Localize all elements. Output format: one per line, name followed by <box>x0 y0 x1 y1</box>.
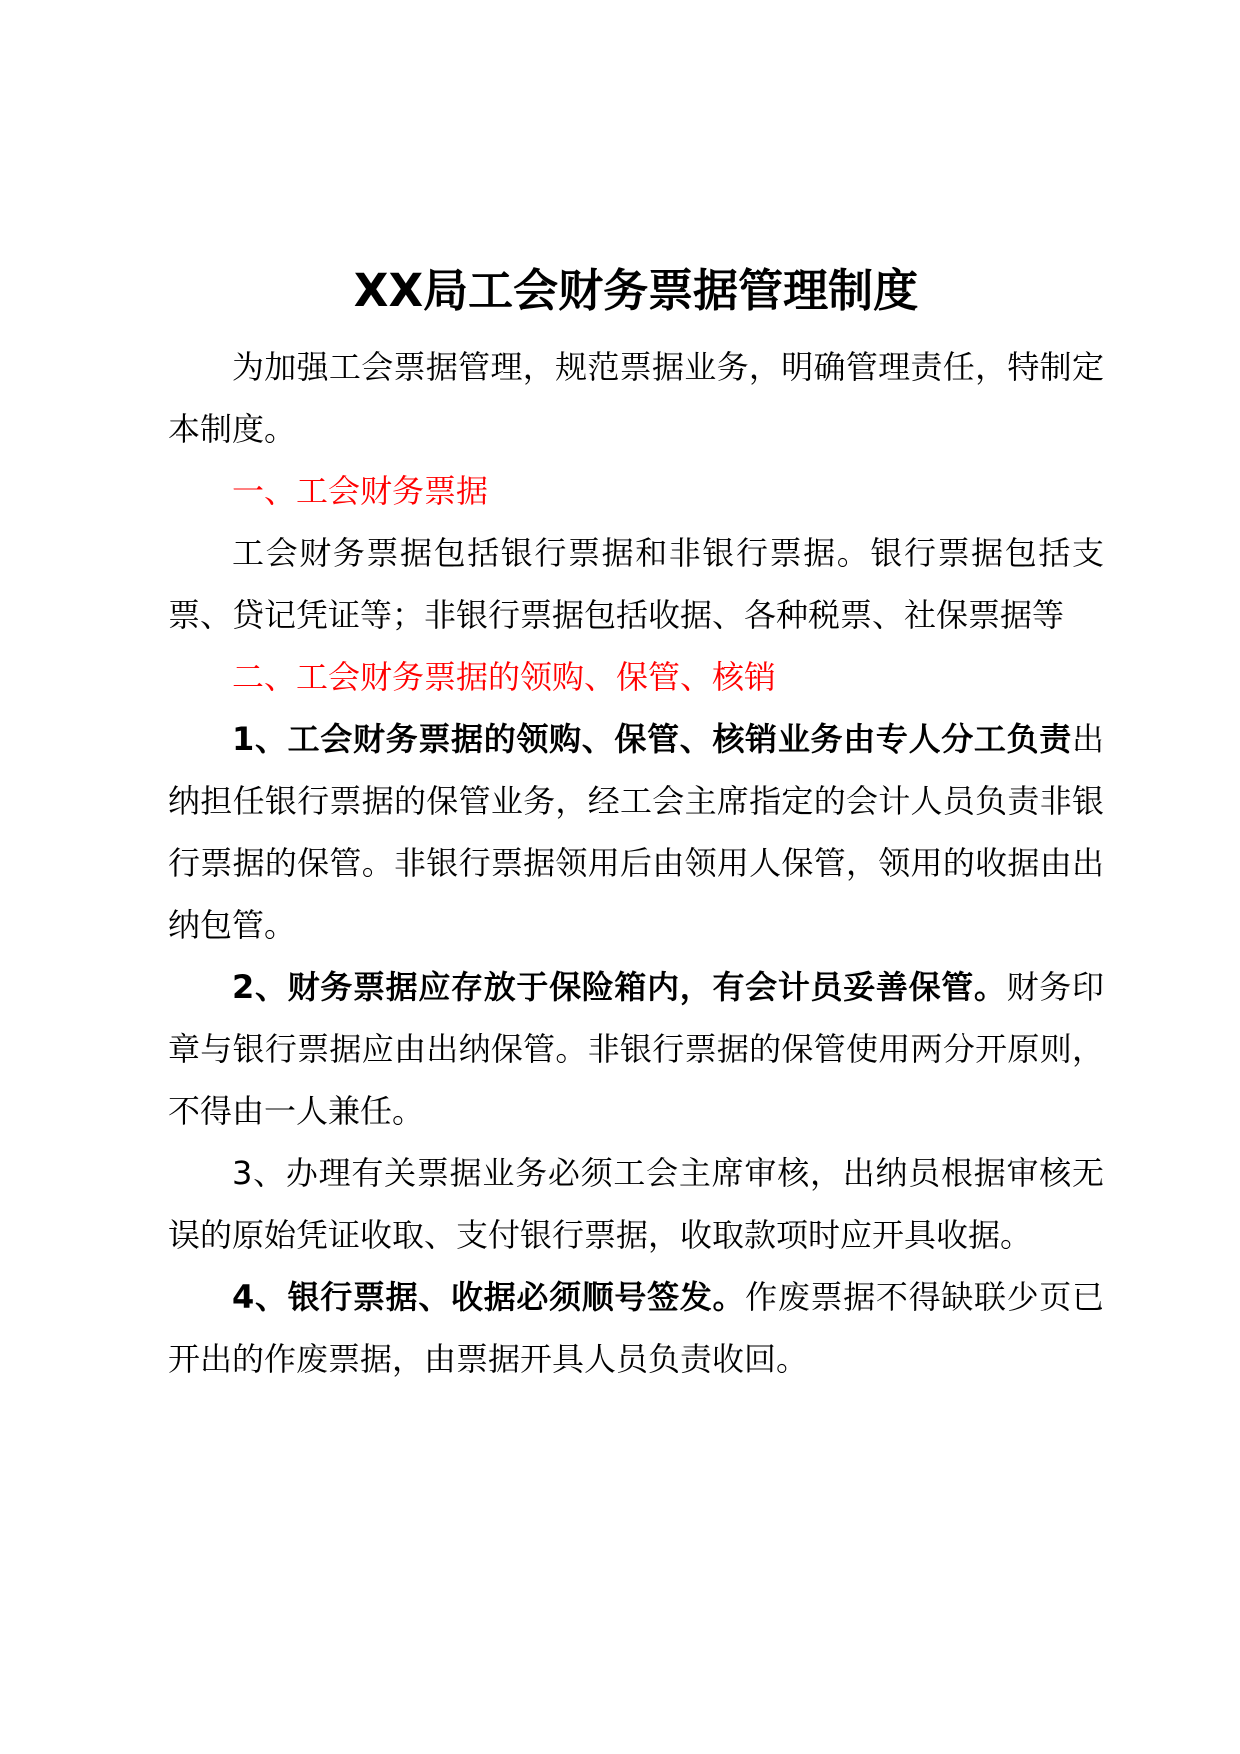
rule-item-3 <box>168 1142 1104 1266</box>
rule-item-1-lead: 1、工会财务票据的领购、保管、核销业务由专人分工负责 <box>232 720 1072 758</box>
rule-item-4-lead: 4、银行票据、收据必须顺号签发。 <box>232 1278 746 1316</box>
section-1-body: 工会财务票据包括银行票据和非银行票据。银行票据包括支票、贷记凭证等；非银行票据包括收据、各种税票、社保票据等 <box>168 534 1104 634</box>
rule-item-3-text: 3、办理有关票据业务必须工会主席审核，出纳员根据审核无误的原始凭证收取、支付银行票据，收取款项时应开具收据。 <box>168 1154 1104 1254</box>
rule-item-4 <box>168 1266 1104 1390</box>
rule-item-2 <box>168 956 1104 1142</box>
rule-item-2-text: 财务印章与银行票据应由出纳保管。非银行票据的保管使用两分开原则，不得由一人兼任。 <box>168 968 1104 1130</box>
section-2-heading: 二、工会财务票据的领购、保管、核销 <box>232 658 777 696</box>
document-title: XX局工会财务票据管理制度 <box>353 264 919 317</box>
intro-paragraph: 为加强工会票据管理，规范票据业务，明确管理责任，特制定本制度。 <box>168 348 1104 448</box>
rule-item-1-text: 出纳担任银行票据的保管业务，经工会主席指定的会计人员负责非银行票据的保管。非银行票据领用后由领用人保管，领用的收据由出纳包管。 <box>168 720 1104 944</box>
document-page <box>168 256 1104 1390</box>
rule-item-1 <box>168 708 1104 956</box>
section-1-heading: 一、工会财务票据 <box>232 472 489 510</box>
rule-item-4-text: 作废票据不得缺联少页已开出的作废票据，由票据开具人员负责收回。 <box>168 1278 1104 1378</box>
rule-item-2-lead: 2、财务票据应存放于保险箱内，有会计员妥善保管。 <box>232 968 1007 1006</box>
